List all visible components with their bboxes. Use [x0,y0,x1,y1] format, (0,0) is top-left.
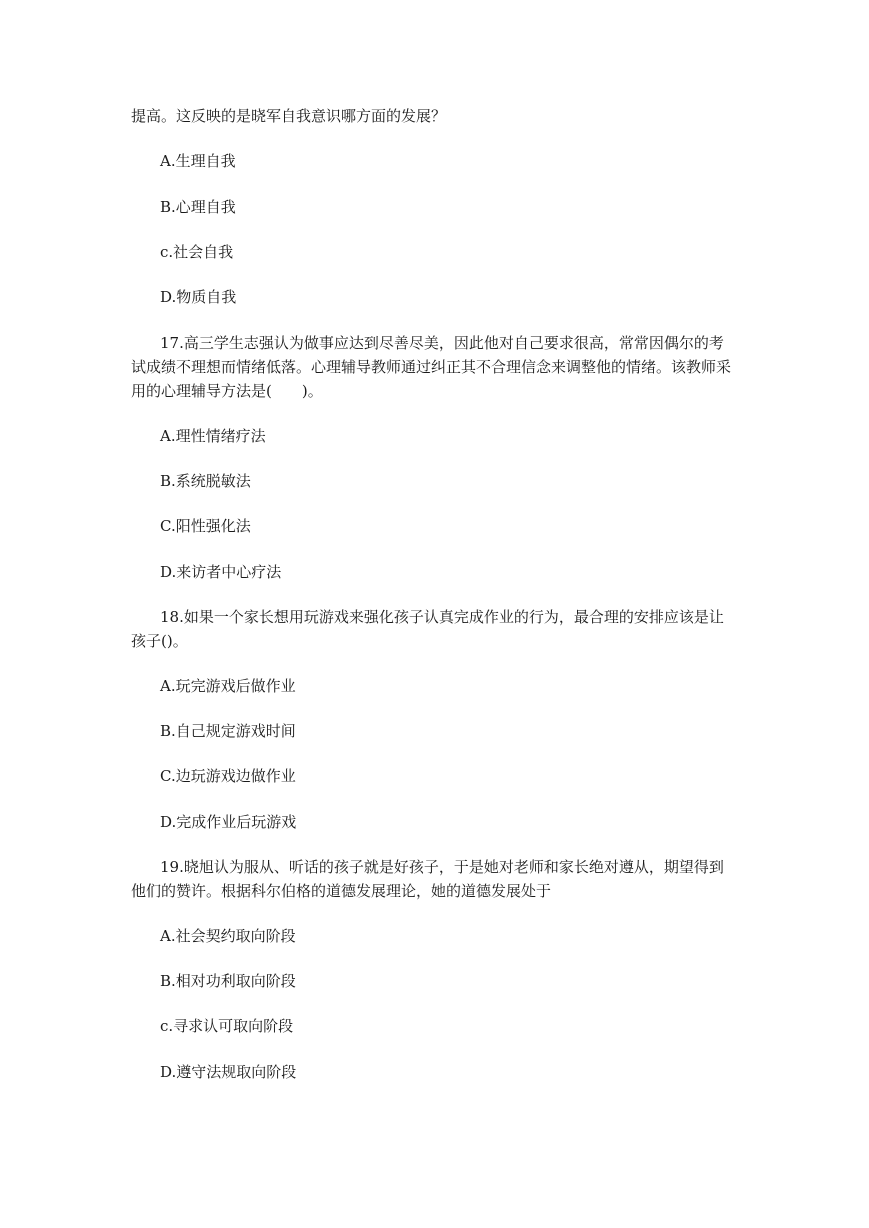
q18-stem-line2: 孩子()。 [131,632,188,650]
q16-option-d: D.物质自我 [160,288,237,306]
q18-option-a: A.玩完游戏后做作业 [160,677,296,695]
q16-option-a: A.生理自我 [160,152,236,170]
q18-option-b: B.自己规定游戏时间 [160,722,296,740]
q18-option-c: C.边玩游戏边做作业 [160,767,296,785]
q19-stem-line1: 19.晓旭认为服从、听话的孩子就是好孩子，于是她对老师和家长绝对遵从，期望得到 [160,858,724,876]
q16-option-c: c.社会自我 [160,243,234,261]
q17-option-d: D.来访者中心疗法 [160,563,282,581]
q17-option-a: A.理性情绪疗法 [160,427,266,445]
q18-stem-line1: 18.如果一个家长想用玩游戏来强化孩子认真完成作业的行为，最合理的安排应该是让 [160,608,724,626]
q17-option-b: B.系统脱敏法 [160,472,251,490]
q17-stem-line1: 17.高三学生志强认为做事应达到尽善尽美，因此他对自己要求很高，常常因偶尔的考 [160,334,724,352]
q17-stem-line3: 用的心理辅导方法是( )。 [131,382,323,400]
q19-stem-line2: 他们的赞许。根据科尔伯格的道德发展理论，她的道德发展处于 [131,882,552,900]
q19-option-a: A.社会契约取向阶段 [160,927,296,945]
q16-stem-tail: 提高。这反映的是晓军自我意识哪方面的发展？ [131,107,447,125]
q17-option-c: C.阳性强化法 [160,517,251,535]
q17-stem-line2: 试成绩不理想而情绪低落。心理辅导教师通过纠正其不合理信念来调整他的情绪。该教师采 [131,358,732,376]
q19-option-c: c.寻求认可取向阶段 [160,1017,294,1035]
q19-option-d: D.遵守法规取向阶段 [160,1063,297,1081]
q19-option-b: B.相对功利取向阶段 [160,972,296,990]
q18-option-d: D.完成作业后玩游戏 [160,813,297,831]
q16-option-b: B.心理自我 [160,198,236,216]
